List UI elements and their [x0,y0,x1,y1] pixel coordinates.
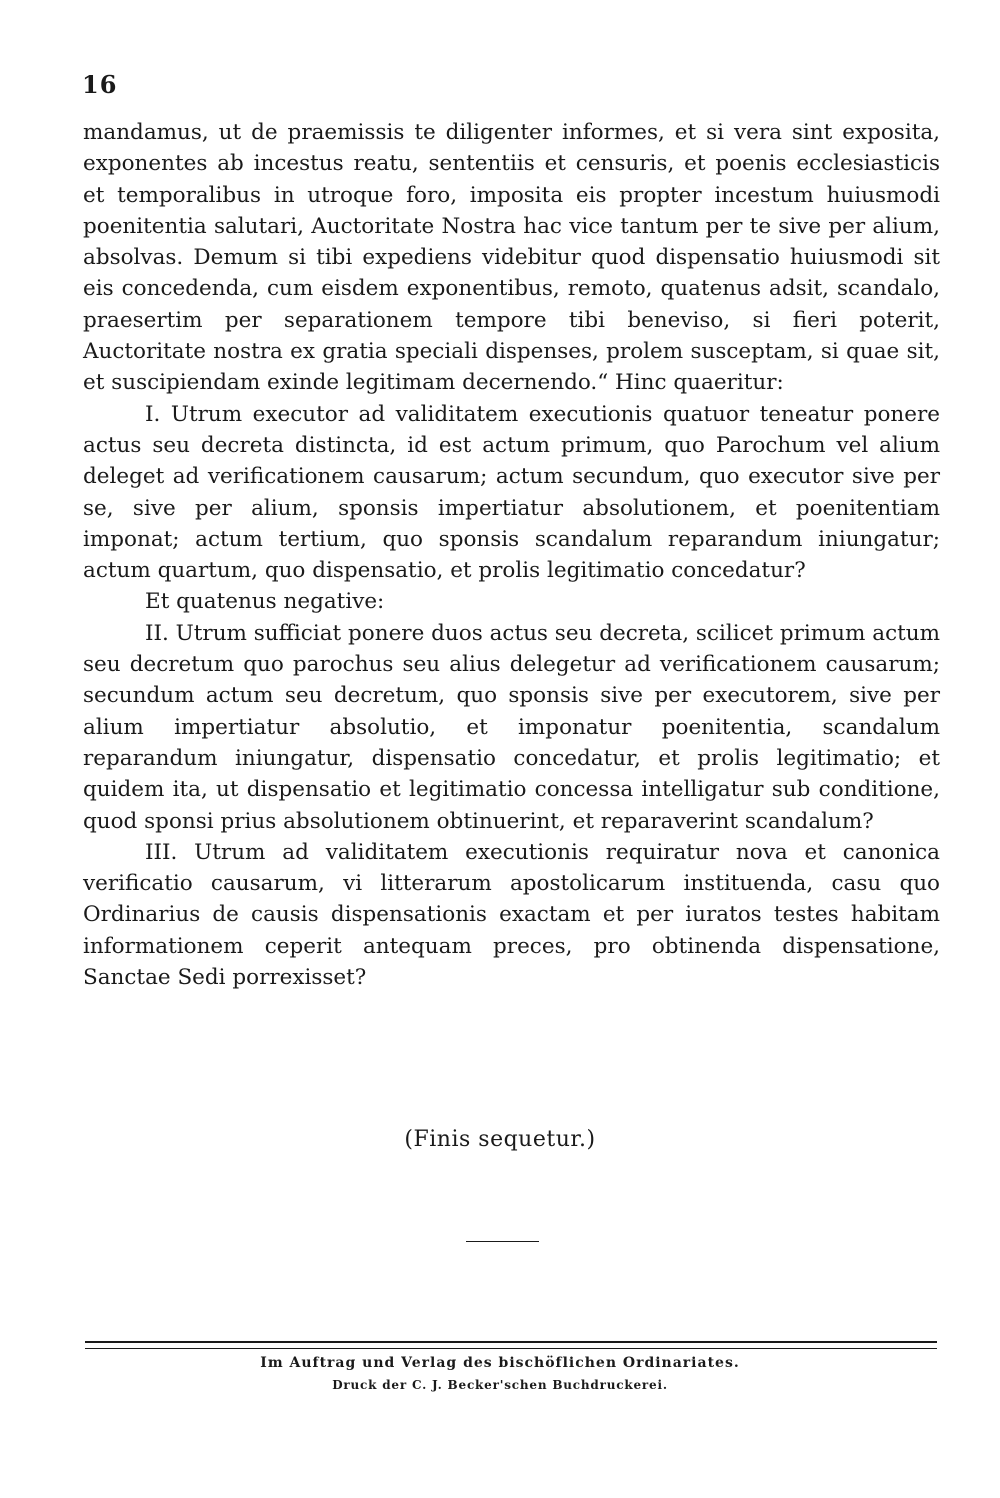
imprint-printer: Druck der C. J. Becker'schen Buchdruckerei. [332,1378,668,1392]
question-2: II. Utrum sufficiat ponere duos actus seu decreta, scilicet primum actum seu decretum quo parochus seu alius delegetur ad verificationem causarum; secundum actum seu decretum, quo sponsis sive per executorem, sive per alium impertiatur absolutio, et imponatur poenitentia, scandalum reparandum iniungatur, dispensatio concedatur, et prolis legitimatio; et quidem ita, ut dispensatio et legitimatio concessa intelligatur sub conditione, quod sponsi prius absolutionem obtinuerint, et reparaverint scandalum? [83,620,940,834]
paragraph-decree-continuation: mandamus, ut de praemissis te diligenter informes, et si vera sint exposita, exponentes ab incestus reatu, sententiis et censuris, et poenis ecclesiasticis et temporalibus in utroque foro, imposita eis propter incestum huiusmodi poenitentia salutari, Auctoritate Nostra hac vice tantum per te sive per alium, absolvas. Demum si tibi expediens videbitur quod dispensatio huiusmodi sit eis concedenda, cum eisdem exponentibus, remoto, quatenus adsit, scandalo, praesertim per separationem tempore tibi beneviso, si fieri poterit, Auctoritate nostra ex gratia speciali dispenses, prolem susceptam, si quae sit, et suscipiendam exinde legitimam decernendo.“ Hinc quaeritur: [83,120,940,396]
footer-rule-thick [85,1341,937,1343]
question-3: III. Utrum ad validitatem executionis requiratur nova et canonica verificatio causarum, vi litterarum apostolicarum instituenda, casu quo Ordinarius de causis dispensationis exactam et per iuratos testes habitam informationem ceperit antequam preces, pro obtinenda dispensatione, Sanctae Sedi porrexisset? [83,839,940,991]
question-1: I. Utrum executor ad validitatem executionis quatuor teneatur ponere actus seu decreta distincta, id est actum primum, quo Parochum vel alium deleget ad verificationem causarum; actum secundum, quo executor sive per se, sive per alium, sponsis impertiatur absolutionem, et poenitentiam imponat; actum tertium, quo sponsis scandalum reparandum iniungatur; actum quartum, quo dispensatio, et prolis legitimatio concedatur? [83,401,940,584]
page-number: 16 [82,70,118,99]
body-text [83,117,940,993]
negative-clause: Et quatenus negative: [145,589,385,615]
footer-rule-thin [85,1348,937,1349]
finis-sequetur: (Finis sequetur.) [404,1127,596,1152]
imprint-publisher: Im Auftrag und Verlag des bischöflichen Ordinariates. [260,1355,740,1371]
section-divider [466,1241,539,1242]
